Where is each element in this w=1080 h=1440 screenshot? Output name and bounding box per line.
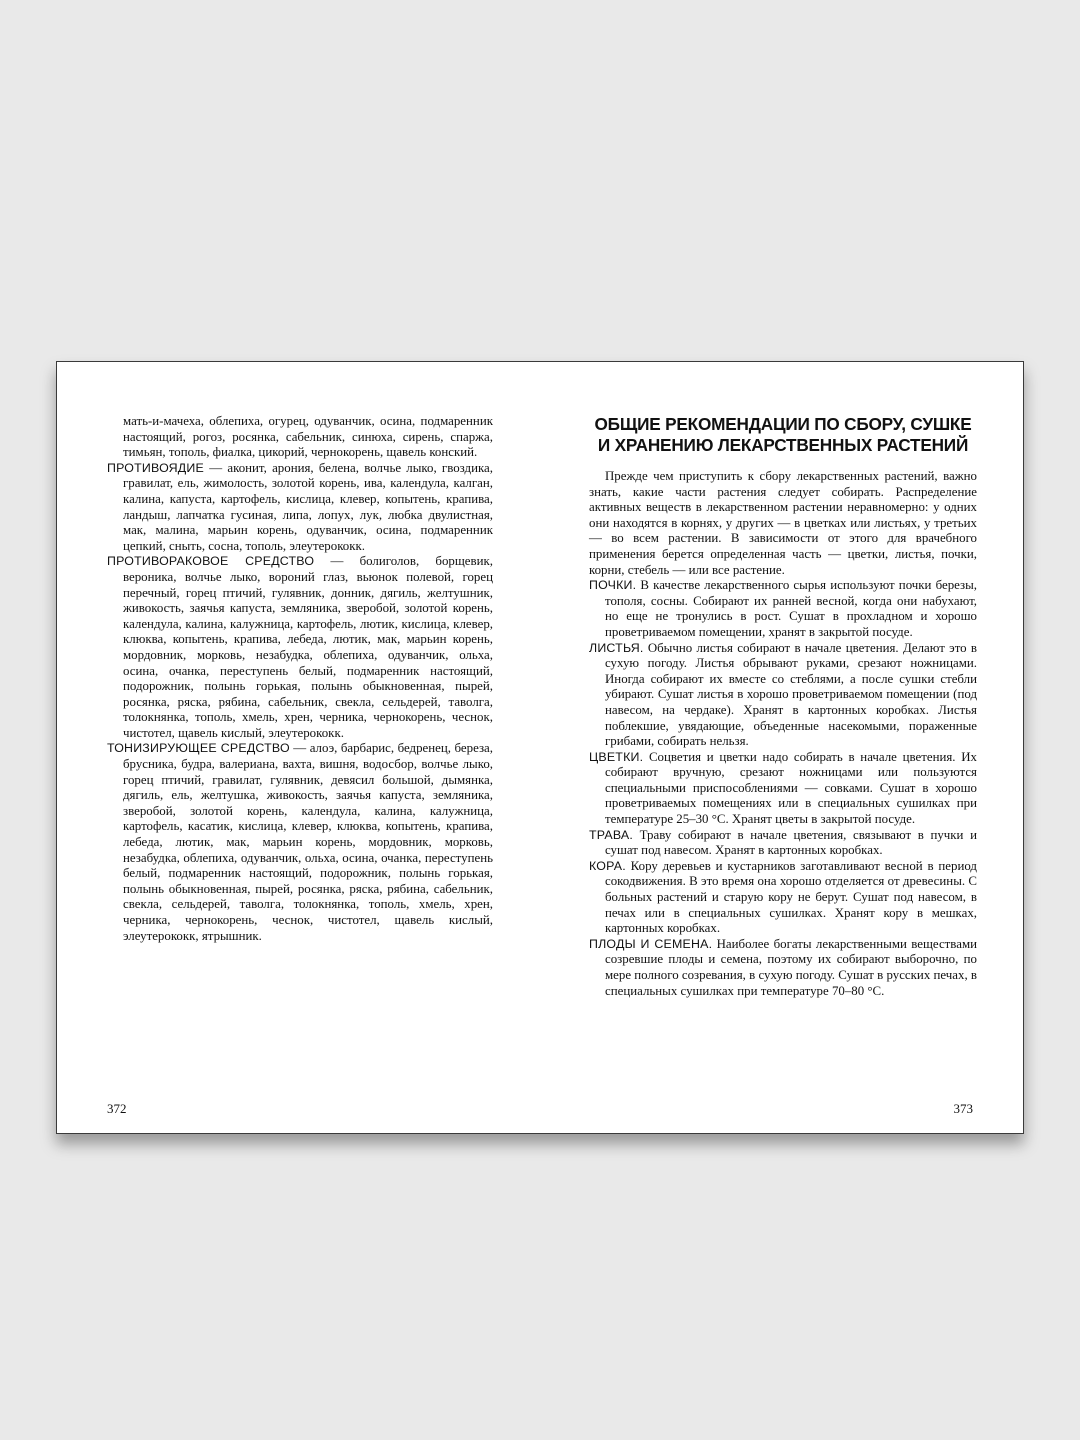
entry-text: Траву собирают в начале цветения, связывают в пучки и сушат под навесом. Хранят в картонных коробках. <box>605 827 977 858</box>
entry-text: — болиголов, борщевик, вероника, волчье лыко, вороний глаз, вьюнок полевой, горец перечный, горец птичий, гулявник, донник, дягиль, желтушник, живокость, заячья капуста, земляника, зверобой, золотой корень, календула, калина, калужница, картофель, лютик, кислица, клевер, клюква, копытень, крапива, лебеда, лютик, мак, марьин корень, мордовник, морковь, незабудка, облепиха, одуванчик, ольха, осина, очанка, переступень белый, подмаренник настоящий, подорожник, полынь горькая, полынь обыкновенная, пырей, росянка, ряска, рябина, сабельник, свекла, сельдерей, таволга, толокнянка, тополь, хмель, хрен, черника, чернокорень, чеснок, чистотел, щавель кислый, элеутерококк. <box>123 554 493 740</box>
entry-term: ПРОТИВОРАКОВОЕ СРЕДСТВО <box>107 554 315 569</box>
entry-bark <box>589 859 977 937</box>
entry-tonic <box>107 741 493 944</box>
entry-herb <box>589 828 977 859</box>
entry-term: ТРАВА. <box>589 827 634 842</box>
entry-term: ЦВЕТКИ. <box>589 749 644 764</box>
entry-term: ПОЧКИ. <box>589 578 637 593</box>
entry-term: ЛИСТЬЯ. <box>589 640 644 655</box>
entry-text: — алоэ, барбарис, бедренец, береза, брусника, будра, валериана, вахта, вишня, водосбор, волчье лыко, горец птичий, гравилат, гулявник, девясил большой, дымянка, дягиль, ель, желтушка, живокость, заячья капуста, земляника, зверобой, золотой корень, календула, калина, калужница, картофель, касатик, кислица, клевер, клюква, копытень, крапива, лебеда, лютик, мак, марьин корень, мордовник, морковь, незабудка, облепиха, одуванчик, ольха, осина, очанка, переступень белый, подмаренник настоящий, подорожник, полынь горькая, полынь обыкновенная, пырей, росянка, ряска, рябина, сабельник, свекла, сельдерей, таволга, толокнянка, тополь, хмель, хрен, черника, чернокорень, чеснок, чистотел, щавель кислый, элеутерококк, ятрышник. <box>123 741 493 943</box>
entry-term: ПЛОДЫ И СЕМЕНА. <box>589 936 713 951</box>
entry-fruits-seeds <box>589 937 977 999</box>
entry-anticancer <box>107 554 493 741</box>
continuation-text: мать-и-мачеха, облепиха, огурец, одуванчик, осина, подмаренник настоящий, рогоз, росянка, сабельник, синюха, сирень, спаржа, тимьян, тополь, фиалка, цикорий, чернокорень, щавель конский. <box>123 414 493 460</box>
page-number-right: 373 <box>953 1101 973 1116</box>
entry-text: В качестве лекарственного сырья используют почки березы, тополя, сосны. Собирают их ранней весной, когда они набухают, но еще не тронулись в рост. Сушат в прохладном и хорошо проветриваемом помещении, хранят в закрытой посуде. <box>605 578 977 639</box>
entry-antidote <box>107 461 493 555</box>
entry-text: Соцветия и цветки надо собирать в начале цветения. Их собирают вручную, срезают ножницами или пользуются специальными приспособлениями — совками. Сушат в хорошо проветриваемых помещениях или в специальных сушилках при температуре 25–30 °С. Хранят цветы в закрытой посуде. <box>605 749 977 827</box>
entry-buds <box>589 578 977 640</box>
right-page <box>589 414 977 999</box>
section-heading <box>589 414 977 456</box>
entry-text: Кору деревьев и кустарников заготавливают весной в период сокодвижения. В это время она хорошо отделяется от древесины. С больных растений и старую кору не берут. Сушат под навесом, в печах или в специальных сушилках. Хранят кору в мешках, картонных коробках. <box>605 858 977 936</box>
entry-term: КОРА. <box>589 858 626 873</box>
intro-paragraph: Прежде чем приступить к сбору лекарственных растений, важно знать, какие части растения следует собирать. Распределение активных веществ в лекарственном растении неравномерно: у одних они находятся в корнях, у других — в цветках или листьях, у третьих — во всем растении. В зависимости от этого для врачебного применения берется определенная часть — цветки, листья, почки, корни, стебель — или все растение. <box>589 469 977 577</box>
page-number-left: 372 <box>107 1101 127 1116</box>
entry-text: — аконит, арония, белена, волчье лыко, гвоздика, гравилат, ель, жимолость, золотой корень, ива, календула, калган, калина, капуста, картофель, кислица, клевер, копытень, крапива, ландыш, лапчатка гусиная, липа, лопух, лук, любка двулистная, мак, малина, марьин корень, одуванчик, осина, подмаренник цепкий, сныть, сосна, тополь, элеутерококк. <box>123 460 493 553</box>
book-spread <box>56 361 1024 1134</box>
heading-line-2: И ХРАНЕНИЮ ЛЕКАРСТВЕННЫХ РАСТЕНИЙ <box>597 435 969 455</box>
entry-text: Наиболее богаты лекарственными веществами созревшие плоды и семена, поэтому их собирают выборочно, по мере полного созревания, в сухую погоду. Сушат в русских печах, в специальных сушилках при температуре 70–80 °С. <box>605 936 977 998</box>
left-page <box>107 414 493 944</box>
entry-text: Обычно листья собирают в начале цветения. Делают это в сухую погоду. Листья обрывают руками, срезают ножницами. Иногда собирают их вместе со стеблями, а после сушки стебли убирают. Сушат листья в хорошо проветриваемом помещении (под навесом, на чердаке). Хранят в картонных коробках. Листья поблекшие, увядающие, объеденные насекомыми, пораженные грибами, собирать нельзя. <box>605 640 977 749</box>
entry-flowers <box>589 750 977 828</box>
entry-leaves <box>589 641 977 750</box>
heading-line-1: ОБЩИЕ РЕКОМЕНДАЦИИ ПО СБОРУ, СУШКЕ <box>594 414 972 434</box>
entry-term: ТОНИЗИРУЮЩЕЕ СРЕДСТВО <box>107 741 290 756</box>
entry-term: ПРОТИВОЯДИЕ <box>107 460 204 475</box>
